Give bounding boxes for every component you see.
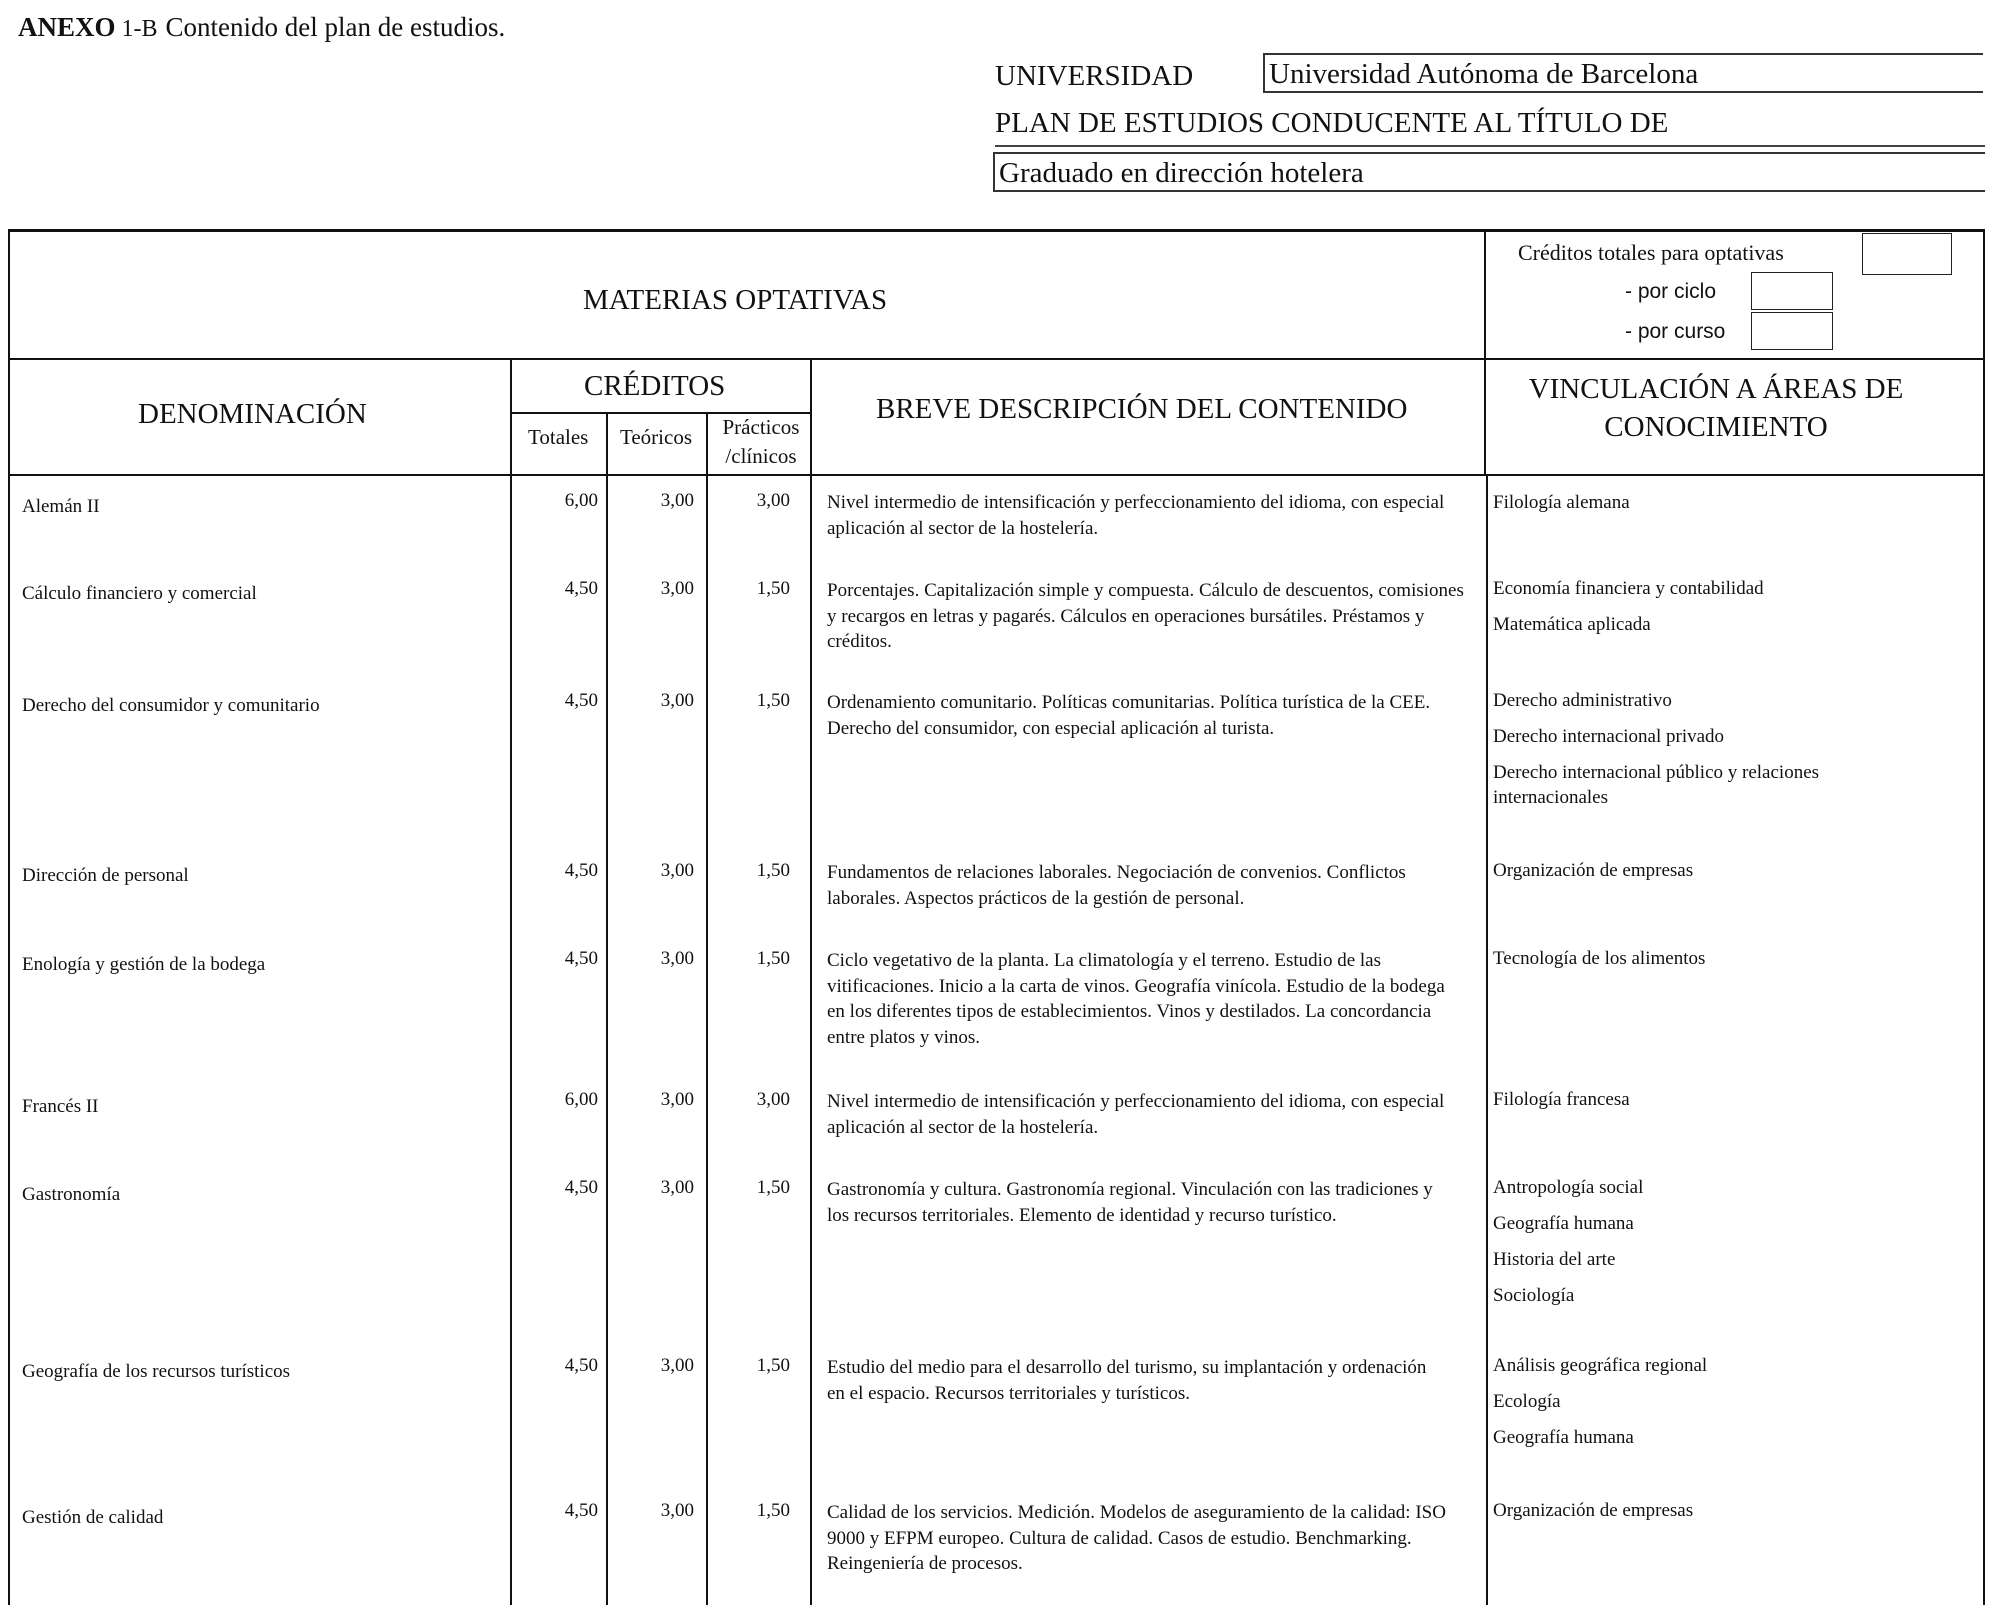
row-descripcion: Nivel intermedio de intensificación y perfeccionamiento del idioma, con especial aplicación al sector de la hostelería. xyxy=(827,1091,1445,1138)
row-areas xyxy=(1493,1353,1973,1461)
rule-below-title xyxy=(8,358,1985,360)
plan-underline xyxy=(995,145,1985,147)
col-header-descripcion: BREVE DESCRIPCIÓN DEL CONTENIDO xyxy=(876,393,1408,425)
area-item: Sociología xyxy=(1493,1285,1575,1306)
col-header-vinculacion xyxy=(1456,370,1976,446)
col-header-practicos-line1: Prácticos xyxy=(722,415,800,439)
row-descripcion: Porcentajes. Capitalización simple y compuesta. Cálculo de descuentos, comisiones y recargos en letras y pagarés. Cálculos en operaciones bursátiles. Préstamos y créditos. xyxy=(827,580,1464,652)
area-item: Derecho administrativo xyxy=(1493,690,1672,711)
area-item: Filología francesa xyxy=(1493,1089,1630,1110)
col-header-practicos xyxy=(714,415,808,469)
area-item: Organización de empresas xyxy=(1493,860,1694,881)
row-areas xyxy=(1493,688,1863,821)
row-totales: 4,50 xyxy=(564,1355,598,1376)
area-item: Geografía humana xyxy=(1493,1427,1634,1448)
area-item: Historia del arte xyxy=(1493,1249,1616,1270)
row-descripcion: Ciclo vegetativo de la planta. La climatología y el terreno. Estudio de las vitificaciones. Inicio a la carta de vinos. Geografía vinícola. Estudio de la bodega en los diferentes tipos de establecimientos. Vinos y destilados. La concordancia entre platos y vinos. xyxy=(827,950,1445,1048)
col-header-denominacion: DENOMINACIÓN xyxy=(138,398,367,430)
row-practicos: 1,50 xyxy=(756,1177,790,1198)
row-teoricos: 3,00 xyxy=(660,1177,694,1198)
row-descripcion: Gastronomía y cultura. Gastronomía regional. Vinculación con las tradiciones y los recursos territoriales. Elemento de identidad y recurso turístico. xyxy=(827,1179,1433,1226)
row-descripcion: Nivel intermedio de intensificación y perfeccionamiento del idioma, con especial aplicación al sector de la hostelería. xyxy=(827,492,1445,539)
area-item: Análisis geográfica regional xyxy=(1493,1355,1708,1376)
row-practicos: 3,00 xyxy=(756,1089,790,1110)
annex-number: 1-B xyxy=(121,16,158,42)
row-totales: 6,00 xyxy=(564,490,598,511)
row-descripcion: Ordenamiento comunitario. Políticas comunitarias. Política turística de la CEE. Derecho del consumidor, con especial aplicación al turista. xyxy=(827,692,1431,739)
row-areas xyxy=(1493,576,1973,648)
row-practicos: 1,50 xyxy=(756,860,790,881)
section-title: MATERIAS OPTATIVAS xyxy=(583,284,888,316)
col-header-vinculacion-line1: VINCULACIÓN A ÁREAS DE xyxy=(1528,373,1904,405)
row-totales: 4,50 xyxy=(564,1500,598,1521)
row-denominacion: Gestión de calidad xyxy=(22,1507,164,1528)
row-denominacion: Cálculo financiero y comercial xyxy=(22,583,257,604)
area-item: Tecnología de los alimentos xyxy=(1493,948,1706,969)
row-teoricos: 3,00 xyxy=(660,948,694,969)
row-areas xyxy=(1493,1175,1973,1319)
row-descripcion: Estudio del medio para el desarrollo del turismo, su implantación y ordenación en el espacio. Recursos territoriales y turísticos. xyxy=(827,1357,1427,1404)
row-totales: 4,50 xyxy=(564,690,598,711)
row-denominacion: Gastronomía xyxy=(22,1184,121,1205)
row-practicos: 1,50 xyxy=(756,1500,790,1521)
por-curso-label: - por curso xyxy=(1625,320,1726,343)
rule-creditos-right xyxy=(810,358,812,1605)
row-practicos: 3,00 xyxy=(756,490,790,511)
row-teoricos: 3,00 xyxy=(660,578,694,599)
col-header-practicos-line2: /clínicos xyxy=(725,444,797,468)
row-areas xyxy=(1493,858,1973,894)
col-header-teoricos: Teóricos xyxy=(620,425,693,449)
row-teoricos: 3,00 xyxy=(660,1089,694,1110)
creditos-totales-box xyxy=(1862,233,1952,275)
col-header-creditos: CRÉDITOS xyxy=(584,370,726,402)
col-header-totales: Totales xyxy=(528,425,589,449)
rule-below-creditos xyxy=(510,412,810,414)
row-teoricos: 3,00 xyxy=(660,690,694,711)
annex-label: ANEXO xyxy=(18,12,116,42)
row-denominacion: Alemán II xyxy=(22,496,100,517)
area-item: Antropología social xyxy=(1493,1177,1644,1198)
por-ciclo-label: - por ciclo xyxy=(1625,280,1717,303)
area-item: Derecho internacional público y relaciones internacionales xyxy=(1493,762,1820,808)
rule-denominacion-right xyxy=(510,358,512,1605)
row-teoricos: 3,00 xyxy=(660,860,694,881)
row-areas xyxy=(1493,1498,1973,1534)
rule-descripcion-right xyxy=(1486,474,1488,1605)
row-areas xyxy=(1493,490,1973,526)
row-denominacion: Enología y gestión de la bodega xyxy=(22,954,266,975)
por-curso-box xyxy=(1751,312,1833,350)
row-teoricos: 3,00 xyxy=(660,490,694,511)
annex-heading xyxy=(18,12,505,43)
row-descripcion: Fundamentos de relaciones laborales. Negociación de convenios. Conflictos laborales. Aspectos prácticos de la gestión de personal. xyxy=(827,862,1406,909)
col-header-vinculacion-line2: CONOCIMIENTO xyxy=(1604,411,1828,443)
degree-title-field: Graduado en dirección hotelera xyxy=(993,152,1985,192)
row-practicos: 1,50 xyxy=(756,578,790,599)
row-teoricos: 3,00 xyxy=(660,1500,694,1521)
area-item: Geografía humana xyxy=(1493,1213,1634,1234)
row-areas xyxy=(1493,946,1973,982)
area-item: Economía financiera y contabilidad xyxy=(1493,578,1764,599)
row-totales: 6,00 xyxy=(564,1089,598,1110)
row-descripcion: Calidad de los servicios. Medición. Modelos de aseguramiento de la calidad: ISO 9000 y EFPM europeo. Cultura de calidad. Casos de estudio. Benchmarking. Reingeniería de procesos. xyxy=(827,1502,1446,1574)
university-field: Universidad Autónoma de Barcelona xyxy=(1263,53,1983,93)
area-item: Organización de empresas xyxy=(1493,1500,1694,1521)
area-item: Derecho internacional privado xyxy=(1493,726,1725,747)
row-practicos: 1,50 xyxy=(756,948,790,969)
university-label: UNIVERSIDAD xyxy=(995,60,1194,92)
area-item: Filología alemana xyxy=(1493,492,1630,513)
creditos-totales-label: Créditos totales para optativas xyxy=(1518,240,1784,265)
row-denominacion: Derecho del consumidor y comunitario xyxy=(22,695,320,716)
por-ciclo-box xyxy=(1751,272,1833,310)
row-totales: 4,50 xyxy=(564,860,598,881)
plan-label: PLAN DE ESTUDIOS CONDUCENTE AL TÍTULO DE xyxy=(995,107,1669,139)
rule-below-column-headers xyxy=(8,474,1985,476)
row-denominacion: Francés II xyxy=(22,1096,99,1117)
area-item: Ecología xyxy=(1493,1391,1561,1412)
row-totales: 4,50 xyxy=(564,1177,598,1198)
area-item: Matemática aplicada xyxy=(1493,614,1651,635)
row-totales: 4,50 xyxy=(564,578,598,599)
row-areas xyxy=(1493,1087,1973,1123)
row-practicos: 1,50 xyxy=(756,690,790,711)
row-denominacion: Geografía de los recursos turísticos xyxy=(22,1361,291,1382)
row-practicos: 1,50 xyxy=(756,1355,790,1376)
row-denominacion: Dirección de personal xyxy=(22,865,189,886)
row-totales: 4,50 xyxy=(564,948,598,969)
row-teoricos: 3,00 xyxy=(660,1355,694,1376)
annex-caption: Contenido del plan de estudios. xyxy=(165,12,506,42)
